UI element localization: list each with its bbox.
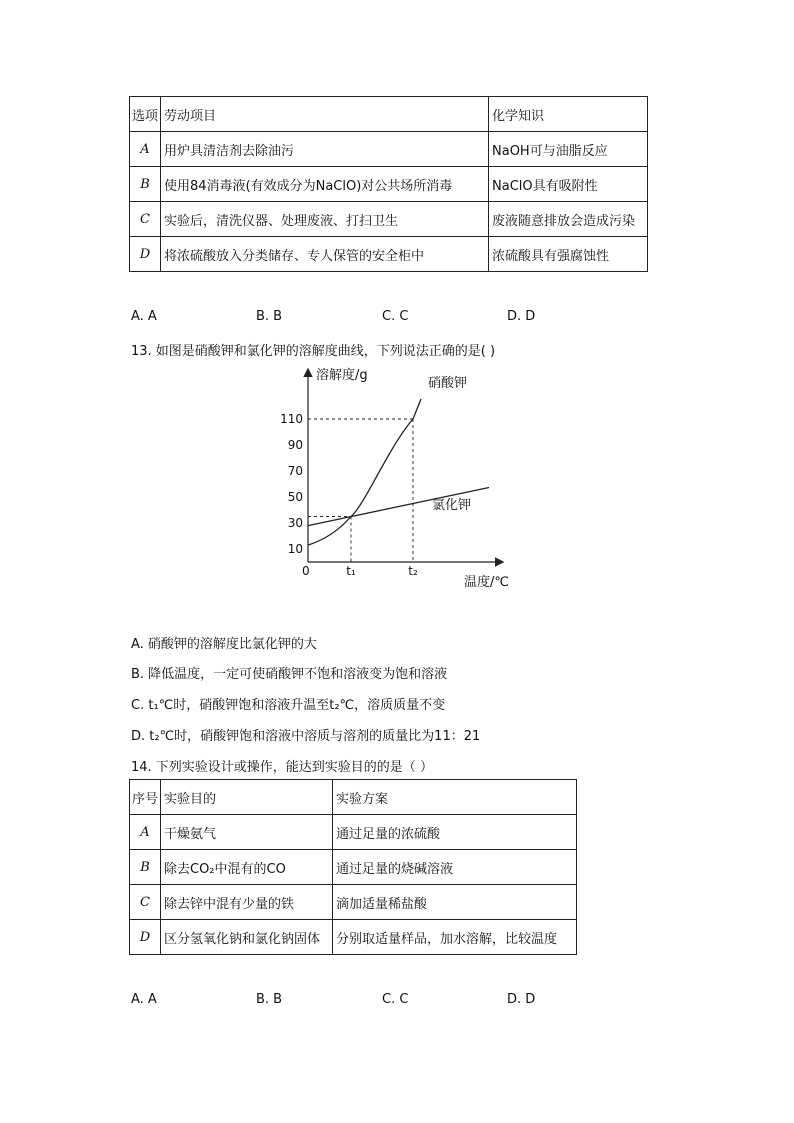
q13-option-d[interactable]: D. t₂℃时，硝酸钾饱和溶液中溶质与溶剂的质量比为11：21 — [131, 729, 481, 744]
y-tick-label: 90 — [287, 438, 303, 452]
choice-c[interactable]: C. C — [382, 992, 409, 1007]
plan-cell: 通过足量的浓硫酸 — [333, 815, 577, 850]
header-cell: 选项 — [130, 97, 161, 132]
option-cell: D — [130, 920, 161, 955]
table-row — [130, 920, 577, 955]
series-label-kno3: 硝酸钾 — [428, 376, 468, 391]
purpose-cell: 除去锌中混有少量的铁 — [161, 885, 333, 920]
table-header-row — [130, 780, 577, 815]
series-label-kcl: 氯化钾 — [432, 498, 472, 513]
y-axis-label: 溶解度/g — [316, 368, 368, 383]
y-tick-label: 30 — [287, 516, 303, 530]
choice-c[interactable]: C. C — [382, 309, 409, 324]
table-row — [130, 815, 577, 850]
q13-stem: 13. 如图是硝酸钾和氯化钾的溶解度曲线，下列说法正确的是( ) — [131, 344, 496, 359]
plan-cell: 分别取适量样品，加水溶解，比较温度 — [333, 920, 577, 955]
choice-a[interactable]: A. A — [131, 309, 157, 324]
q12-table — [129, 96, 648, 272]
solubility-chart — [278, 362, 528, 592]
knowledge-cell: NaClO具有吸附性 — [489, 167, 648, 202]
y-tick-label: 50 — [287, 490, 303, 504]
choice-b[interactable]: B. B — [256, 992, 283, 1007]
table-row — [130, 167, 648, 202]
table-row — [130, 202, 648, 237]
purpose-cell: 干燥氨气 — [161, 815, 333, 850]
table-row — [130, 132, 648, 167]
y-tick-label: 110 — [280, 412, 303, 426]
purpose-cell: 区分氢氧化钠和氯化钠固体 — [161, 920, 333, 955]
header-cell: 实验目的 — [161, 780, 333, 815]
header-cell: 化学知识 — [489, 97, 648, 132]
q14-table — [129, 779, 577, 955]
header-cell: 序号 — [130, 780, 161, 815]
knowledge-cell: NaOH可与油脂反应 — [489, 132, 648, 167]
project-cell: 使用84消毒液(有效成分为NaClO)对公共场所消毒 — [161, 167, 489, 202]
x-axis-label: 温度/℃ — [464, 575, 509, 590]
choice-b[interactable]: B. B — [256, 309, 283, 324]
plan-cell: 通过足量的烧碱溶液 — [333, 850, 577, 885]
table-row — [130, 885, 577, 920]
header-cell: 劳动项目 — [161, 97, 489, 132]
table-row — [130, 237, 648, 272]
plan-cell: 滴加适量稀盐酸 — [333, 885, 577, 920]
knowledge-cell: 浓硫酸具有强腐蚀性 — [489, 237, 648, 272]
option-cell: A — [130, 815, 161, 850]
table-row — [130, 850, 577, 885]
y-tick-label: 70 — [287, 464, 303, 478]
q13-option-b[interactable]: B. 降低温度，一定可使硝酸钾不饱和溶液变为饱和溶液 — [131, 667, 448, 682]
project-cell: 用炉具清洁剂去除油污 — [161, 132, 489, 167]
header-cell: 实验方案 — [333, 780, 577, 815]
x-tick-label: t₂ — [408, 564, 418, 578]
choice-a[interactable]: A. A — [131, 992, 157, 1007]
option-cell: A — [130, 132, 161, 167]
purpose-cell: 除去CO₂中混有的CO — [161, 850, 333, 885]
origin-label: 0 — [302, 564, 310, 578]
y-tick-label: 10 — [287, 542, 303, 556]
option-cell: B — [130, 167, 161, 202]
q13-option-c[interactable]: C. t₁℃时，硝酸钾饱和溶液升温至t₂℃，溶质质量不变 — [131, 698, 446, 713]
choice-d[interactable]: D. D — [507, 309, 536, 324]
project-cell: 实验后，清洗仪器、处理废液、打扫卫生 — [161, 202, 489, 237]
q14-stem: 14. 下列实验设计或操作，能达到实验目的的是（ ） — [131, 760, 433, 775]
project-cell: 将浓硫酸放入分类储存、专人保管的安全柜中 — [161, 237, 489, 272]
x-tick-label: t₁ — [346, 564, 356, 578]
q13-option-a[interactable]: A. 硝酸钾的溶解度比氯化钾的大 — [131, 637, 317, 652]
series-line-kno3 — [308, 399, 421, 545]
table-header-row — [130, 97, 648, 132]
option-cell: D — [130, 237, 161, 272]
knowledge-cell: 废液随意排放会造成污染 — [489, 202, 648, 237]
choice-d[interactable]: D. D — [507, 992, 536, 1007]
option-cell: C — [130, 885, 161, 920]
option-cell: C — [130, 202, 161, 237]
option-cell: B — [130, 850, 161, 885]
